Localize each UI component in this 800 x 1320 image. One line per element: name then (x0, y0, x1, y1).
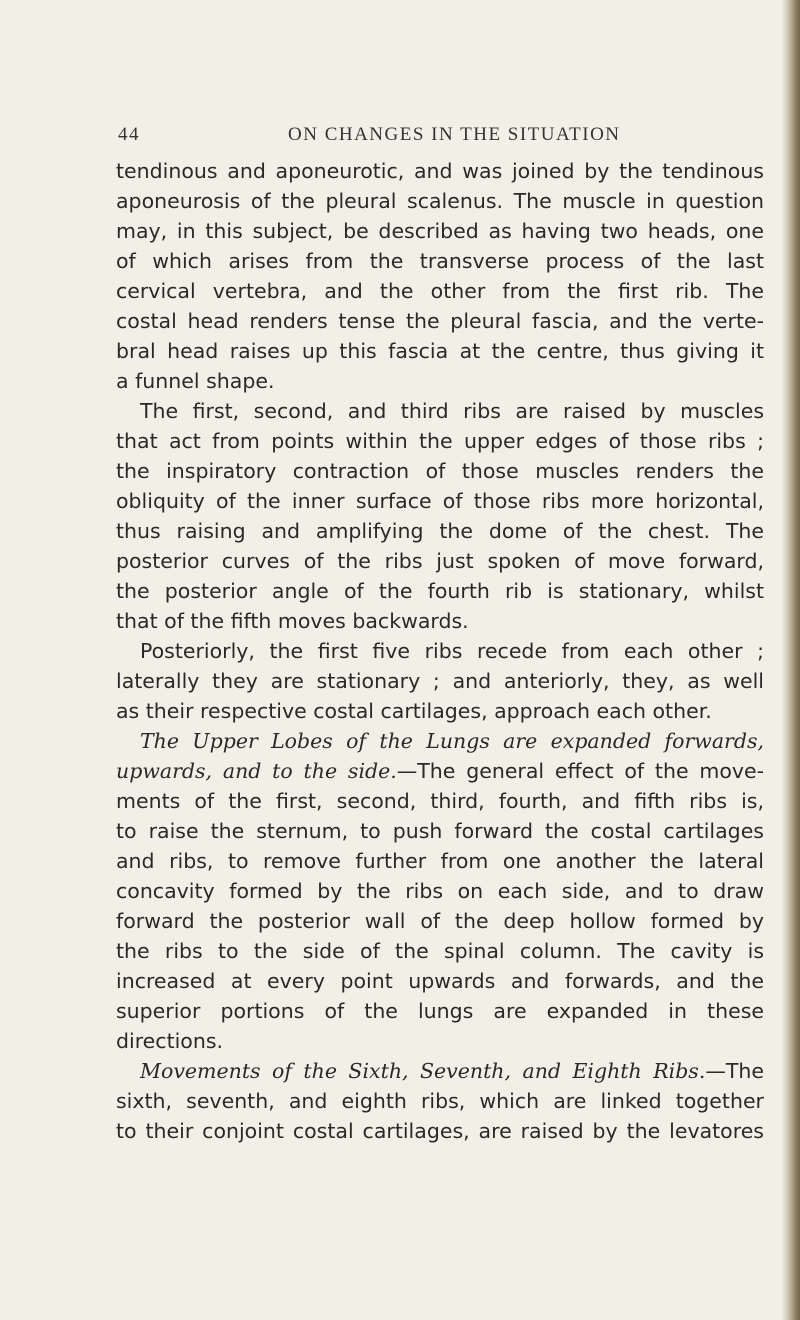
text-line: upwards, and to the side.—The general effect of the move- (116, 759, 764, 783)
text-line: of which arises from the transverse process of the last (116, 249, 764, 273)
text-line: and ribs, to remove further from one another the lateral (116, 849, 764, 873)
text-line: laterally they are stationary ; and anteriorly, they, as well (116, 669, 764, 693)
page-number: 44 (118, 124, 140, 145)
text-line: as their respective costal cartilages, approach each other. (116, 699, 712, 723)
text-line: sixth, seventh, and eighth ribs, which are linked together (116, 1089, 764, 1113)
text-line: a funnel shape. (116, 369, 275, 393)
page-edge-highlight (782, 0, 786, 1320)
section-heading-italic: The Upper Lobes of the Lungs are expanded forwards, (140, 729, 764, 753)
text-line: aponeurosis of the pleural scalenus. The muscle in question (116, 189, 764, 213)
text-line: posterior curves of the ribs just spoken of move forward, (116, 549, 764, 573)
section-heading-line: Movements of the Sixth, Seventh, and Eighth Ribs.—The (140, 1059, 764, 1083)
page-edge-shadow (786, 0, 800, 1320)
paragraph-start-line: The first, second, and third ribs are raised by muscles (140, 399, 764, 423)
text-line: to their conjoint costal cartilages, are raised by the levatores (116, 1119, 764, 1143)
text-line: cervical vertebra, and the other from the first rib. The (116, 279, 764, 303)
text-line: that act from points within the upper edges of those ribs ; (116, 429, 764, 453)
page-header (118, 124, 758, 148)
text-line: concavity formed by the ribs on each side, and to draw (116, 879, 764, 903)
text-line: to raise the sternum, to push forward the costal cartilages (116, 819, 764, 843)
running-title: ON CHANGES IN THE SITUATION (288, 124, 621, 145)
text-line: bral head raises up this fascia at the centre, thus giving it (116, 339, 764, 363)
text-line: thus raising and amplifying the dome of the chest. The (116, 519, 764, 543)
section-heading-italic: upwards, and to the side. (116, 759, 397, 783)
text-line: the inspiratory contraction of those muscles renders the (116, 459, 764, 483)
text-line: costal head renders tense the pleural fascia, and the verte- (116, 309, 764, 333)
section-heading-line (140, 726, 764, 756)
text-line: tendinous and aponeurotic, and was joined by the tendinous (116, 159, 764, 183)
text-line: obliquity of the inner surface of those ribs more horizontal, (116, 489, 764, 513)
text-line: superior portions of the lungs are expanded in these (116, 999, 764, 1023)
text-line: increased at every point upwards and forwards, and the (116, 969, 764, 993)
paragraph-start-line: Posteriorly, the first five ribs recede from each other ; (140, 639, 764, 663)
text-line: forward the posterior wall of the deep hollow formed by (116, 909, 764, 933)
text-line: may, in this subject, be described as having two heads, one (116, 219, 764, 243)
text-line: that of the fifth moves backwards. (116, 609, 469, 633)
text-line: the ribs to the side of the spinal column. The cavity is (116, 939, 764, 963)
text-line: the posterior angle of the fourth rib is stationary, whilst (116, 579, 764, 603)
text-line: directions. (116, 1029, 224, 1053)
text-line: ments of the first, second, third, fourth, and fifth ribs is, (116, 789, 764, 813)
section-heading-italic: Movements of the Sixth, Seventh, and Eighth Ribs. (140, 1059, 706, 1083)
